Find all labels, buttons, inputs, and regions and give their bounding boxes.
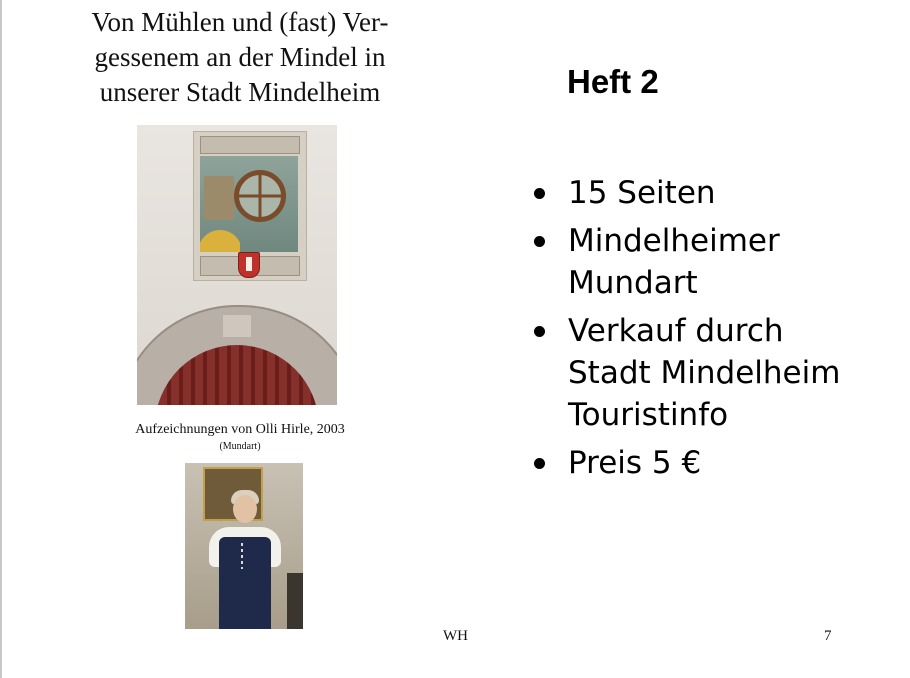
figure-dress	[219, 537, 271, 629]
mural-frame	[193, 131, 307, 281]
mural-scene	[200, 156, 298, 252]
mill-house	[204, 176, 234, 220]
cover-caption-sub: (Mundart)	[219, 441, 261, 452]
cover-title-line: Von Mühlen und (fast) Ver-	[91, 7, 389, 37]
page-number: 7	[824, 628, 832, 644]
bullet-item	[530, 310, 890, 436]
bullet-dot-icon	[534, 326, 545, 337]
bullet-line: Touristinfo	[568, 397, 729, 433]
page-edge	[0, 0, 2, 678]
arch-plaque	[223, 315, 251, 337]
grain-pile	[200, 222, 240, 252]
bullet-list	[530, 172, 890, 490]
mill-mural-photo	[137, 125, 337, 405]
bullet-line: Mindelheimer	[568, 223, 780, 259]
bullet-line: Verkauf durch	[568, 313, 784, 349]
cover-title-line: unserer Stadt Mindelheim	[99, 77, 381, 107]
bullet-dot-icon	[534, 236, 545, 247]
mill-wheel-icon	[234, 170, 286, 222]
slide-heading: Heft 2	[567, 63, 659, 100]
author-portrait-photo	[185, 463, 303, 629]
figure-head	[233, 495, 257, 523]
bench	[287, 573, 303, 629]
cover-title-line: gessenem an der Mindel in	[94, 42, 386, 72]
bullet-item	[530, 220, 890, 304]
bullet-dot-icon	[534, 188, 545, 199]
bullet-line: 15 Seiten	[568, 175, 716, 211]
cover-caption: Aufzeichnungen von Olli Hirle, 2003	[135, 422, 345, 437]
bullet-line: Stadt Mindelheim	[568, 355, 841, 391]
cover-title	[60, 5, 420, 110]
bullet-item	[530, 172, 890, 214]
bullet-item	[530, 442, 890, 484]
mural-banner	[200, 136, 300, 154]
bullet-line: Preis 5 €	[568, 445, 702, 481]
footer-author: WH	[443, 628, 468, 644]
bullet-dot-icon	[534, 458, 545, 469]
town-crest-icon	[238, 252, 260, 278]
bullet-line: Mundart	[568, 265, 698, 301]
